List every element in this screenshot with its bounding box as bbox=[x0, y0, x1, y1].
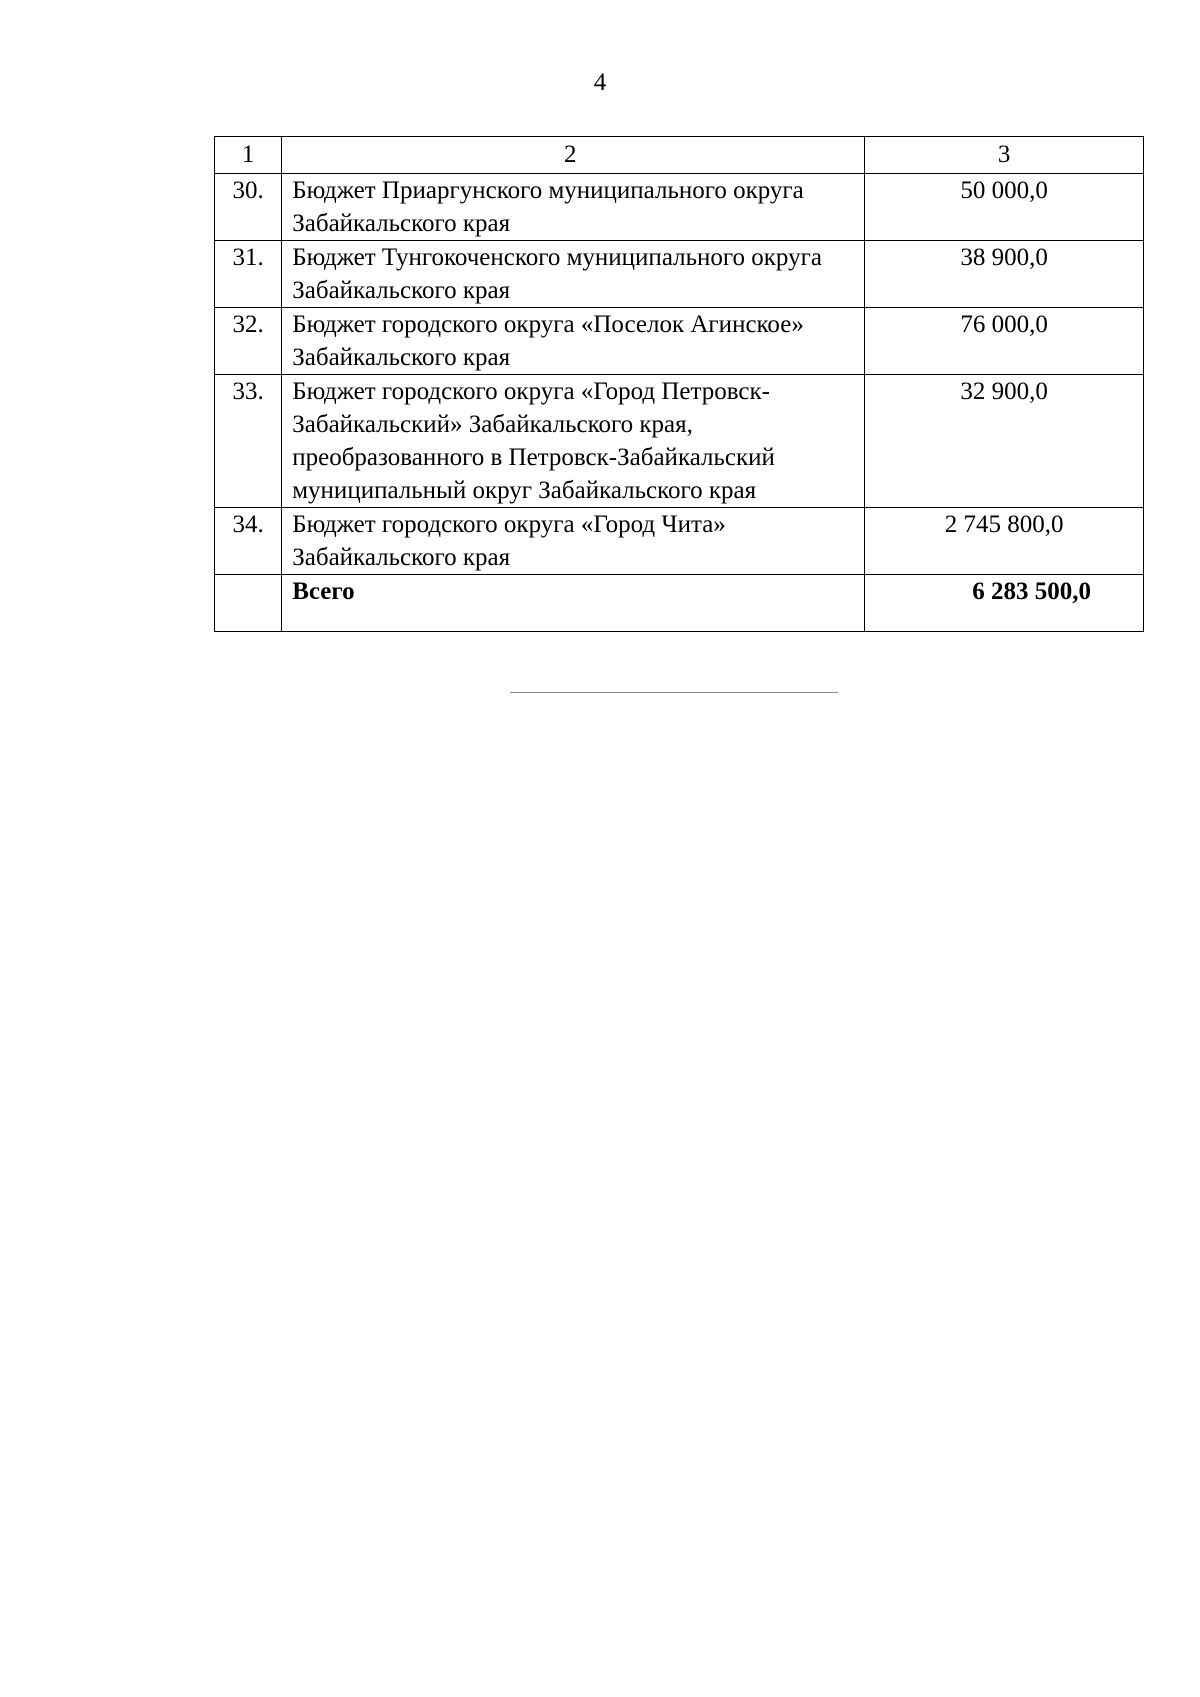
header-col-2: 2 bbox=[282, 137, 865, 174]
row-name: Бюджет городского округа «Город Чита» Забайкальского края bbox=[282, 508, 865, 575]
row-value: 32 900,0 bbox=[865, 375, 1144, 508]
row-name: Бюджет Приаргунского муниципального округа Забайкальского края bbox=[282, 174, 865, 241]
total-label: Всего bbox=[282, 575, 865, 632]
row-name: Бюджет городского округа «Город Петровск-Забайкальский» Забайкальского края, преобразованного в Петровск-Забайкальский муниципальный округ Забайкальского края bbox=[282, 375, 865, 508]
total-row bbox=[215, 575, 1144, 632]
row-value: 38 900,0 bbox=[865, 241, 1144, 308]
row-number: 34. bbox=[215, 508, 282, 575]
row-value: 2 745 800,0 bbox=[865, 508, 1144, 575]
page-number: 4 bbox=[593, 69, 607, 96]
table-row bbox=[215, 508, 1144, 575]
table-row bbox=[215, 375, 1144, 508]
row-number: 33. bbox=[215, 375, 282, 508]
table-header-row bbox=[215, 137, 1144, 174]
row-number: 32. bbox=[215, 308, 282, 375]
table-row bbox=[215, 241, 1144, 308]
row-value: 76 000,0 bbox=[865, 308, 1144, 375]
row-name: Бюджет Тунгокоченского муниципального округа Забайкальского края bbox=[282, 241, 865, 308]
total-empty-cell bbox=[215, 575, 282, 632]
row-value: 50 000,0 bbox=[865, 174, 1144, 241]
header-col-1: 1 bbox=[215, 137, 282, 174]
end-divider bbox=[510, 692, 838, 693]
table-row bbox=[215, 174, 1144, 241]
header-col-3: 3 bbox=[865, 137, 1144, 174]
table-row bbox=[215, 308, 1144, 375]
row-number: 30. bbox=[215, 174, 282, 241]
row-number: 31. bbox=[215, 241, 282, 308]
total-value: 6 283 500,0 bbox=[865, 575, 1144, 632]
budget-table bbox=[214, 136, 1144, 632]
row-name: Бюджет городского округа «Поселок Агинское» Забайкальского края bbox=[282, 308, 865, 375]
